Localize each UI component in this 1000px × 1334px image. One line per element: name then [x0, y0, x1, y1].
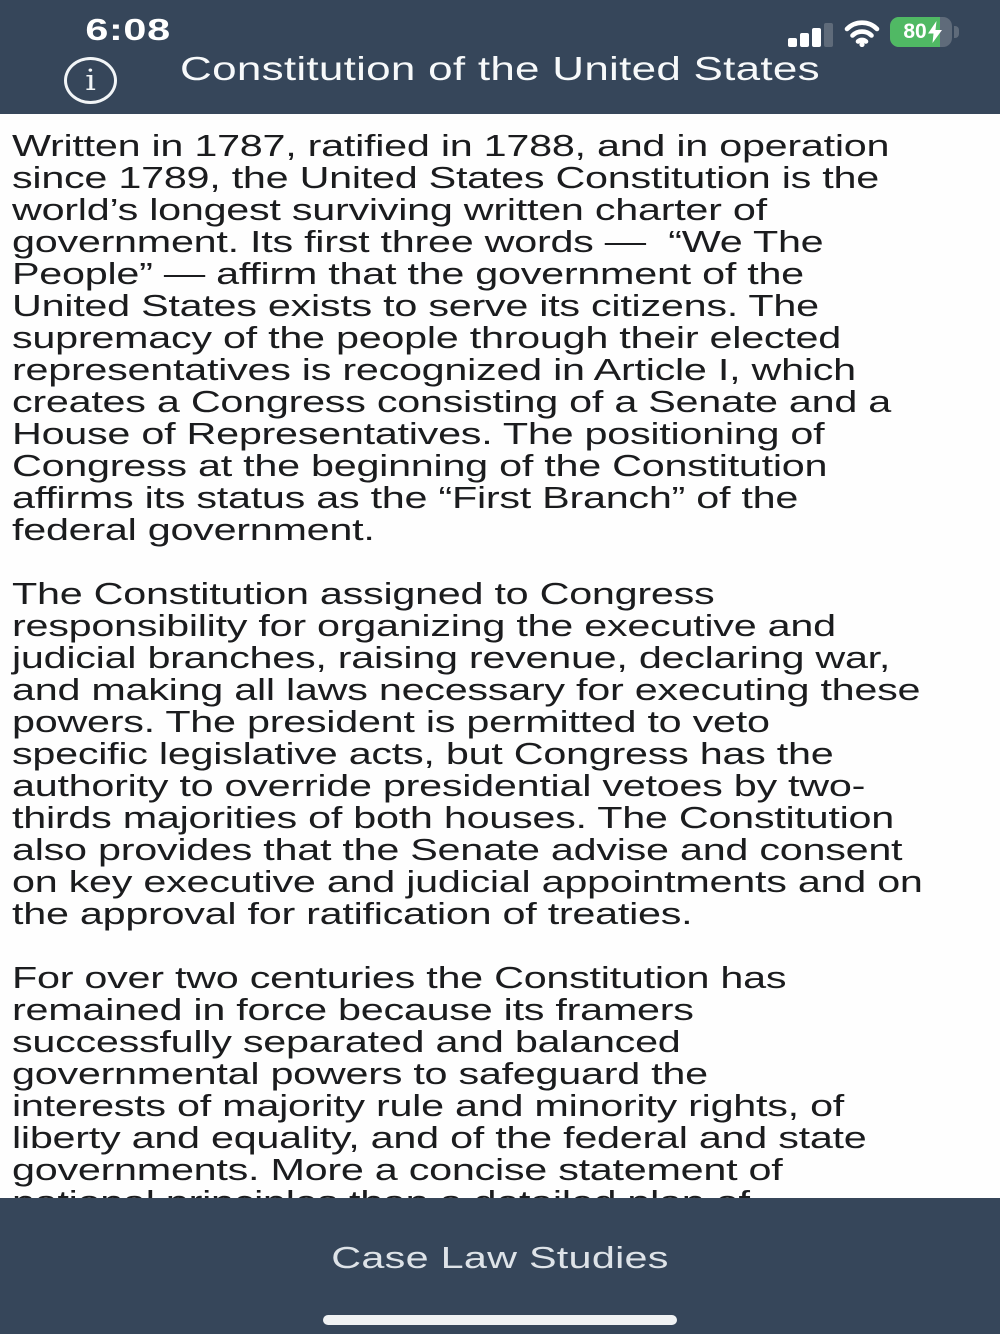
case-law-studies-button[interactable]: Case Law Studies	[331, 1240, 669, 1275]
header	[0, 0, 1000, 114]
paragraph: Written in 1787, ratified in 1788, and in operation since 1789, the United States Constitution is the world’s longest surviving written charter of government. Its first three words — “We The People” — affirm that the government of the United States exists to serve its citizens. The supremacy of the people through their elected representatives is recognized in Article I, which creates a Congress consisting of a Senate and a House of Representatives. The positioning of Congress at the beginning of the Constitution affirms its status as the “First Branch” of the federal government.	[11, 128, 891, 547]
status-time: 6:08	[85, 12, 171, 47]
info-icon: i	[85, 63, 96, 97]
cellular-signal-icon	[788, 23, 833, 47]
content-scroll-area[interactable]	[0, 114, 1000, 1334]
paragraph: For over two centuries the Constitution has remained in force because its framers successfully separated and balanced governmental powers to safeguard the interests of majority rule and minority rights, of liberty and equality, and of the federal and state governments. More a concise statement of	[11, 960, 867, 1187]
title-bar	[0, 50, 1000, 88]
battery-icon	[890, 17, 959, 47]
wifi-icon	[844, 19, 880, 52]
bottom-bar	[0, 1198, 1000, 1334]
page-title: Constitution of the United States	[180, 50, 820, 87]
paragraph: The Constitution assigned to Congress responsibility for organizing the executive and judicial branches, raising revenue, declaring war, and making all laws necessary for executing these powers. The president is permitted to veto specific legislative acts, but Congress has the authority to override presidential vetoes by two- thirds majorities of both houses. The Constitution also provides that the Senate advise and consent on key executive and judicial appointments and on the approval for ratification of treaties.	[11, 576, 923, 931]
status-icons	[780, 16, 980, 50]
article-text	[0, 114, 1000, 1218]
charging-bolt-icon	[928, 21, 942, 47]
battery-percent: 80	[903, 20, 927, 43]
home-indicator[interactable]	[323, 1315, 677, 1325]
